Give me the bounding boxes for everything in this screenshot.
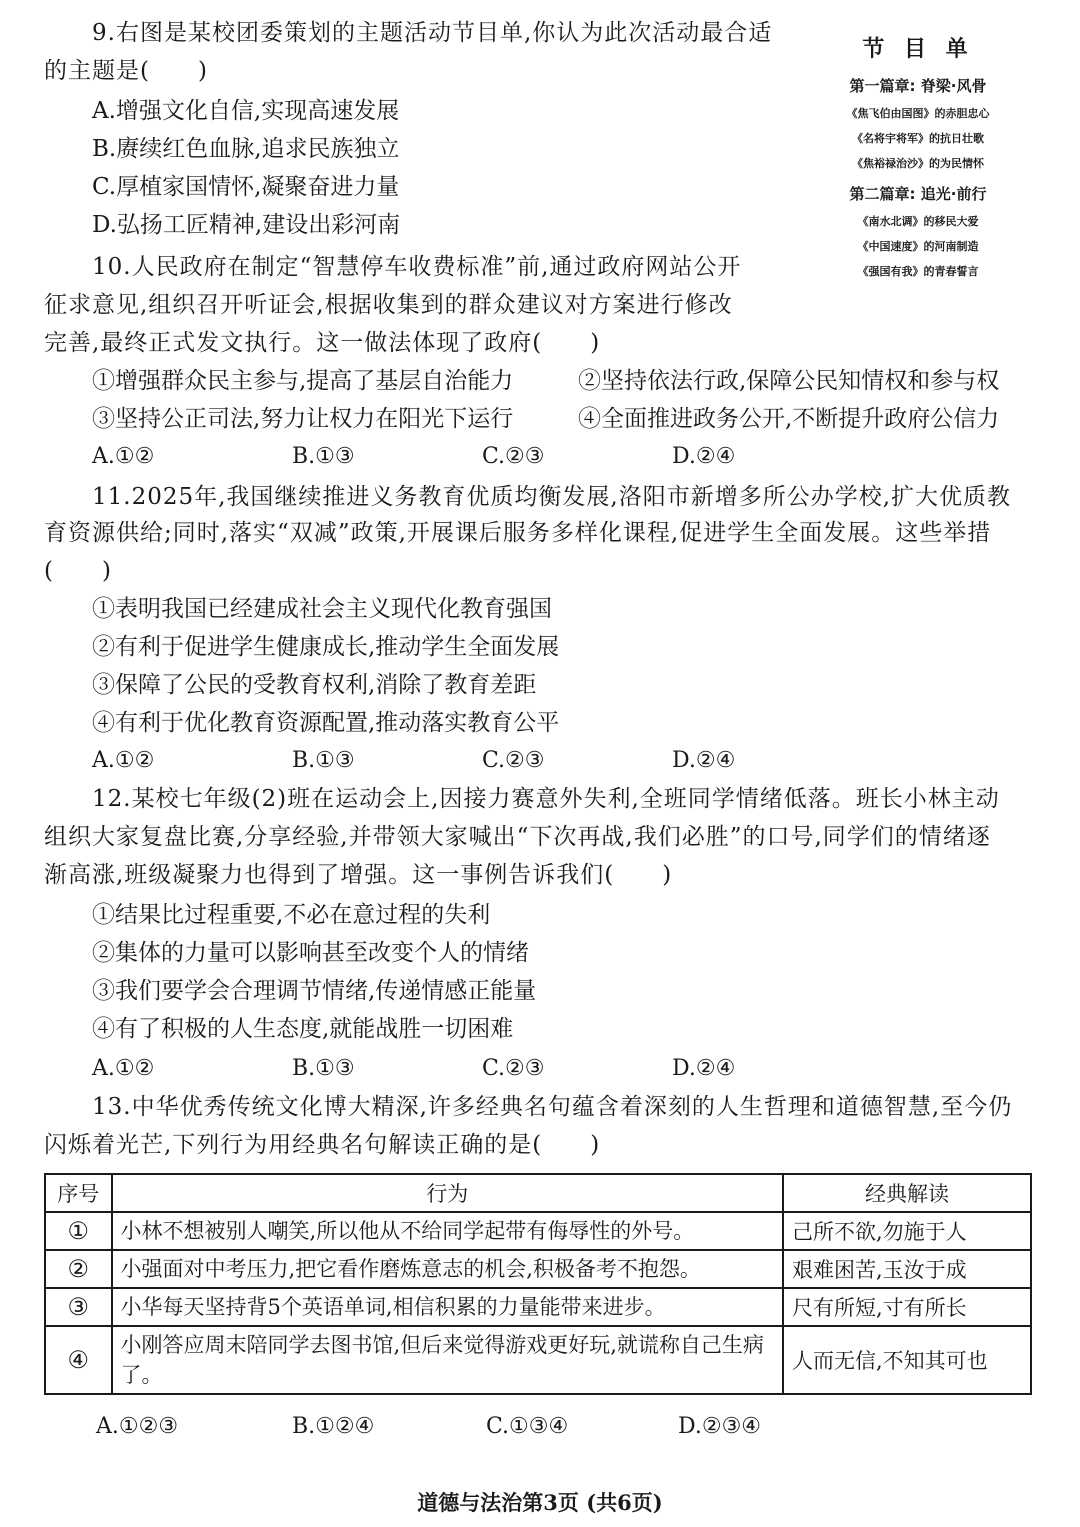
table-row bbox=[45, 1212, 1031, 1250]
q10-stem-line2: 征求意见,组织召开听证会,根据收集到的群众建议对方案进行修改 bbox=[44, 292, 733, 318]
q13-option-c: C.①③④ bbox=[486, 1414, 569, 1439]
q13-option-b: B.①②④ bbox=[292, 1414, 375, 1439]
q10-option-c: C.②③ bbox=[482, 444, 545, 469]
table-header-row bbox=[45, 1174, 1031, 1212]
q12-option-a: A.①② bbox=[92, 1056, 155, 1081]
row-action: 小华每天坚持背5个英语单词,相信积累的力量能带来进步。 bbox=[112, 1288, 783, 1326]
q11-option-b: B.①③ bbox=[292, 748, 355, 773]
row-number: ③ bbox=[45, 1288, 112, 1326]
q11-option-d: D.②④ bbox=[672, 748, 736, 773]
q13-option-d: D.②③④ bbox=[678, 1414, 762, 1439]
table-row bbox=[45, 1250, 1031, 1288]
q13-table bbox=[44, 1173, 1032, 1395]
q12-stem-line3: 渐高涨,班级凝聚力也得到了增强。这一事例告诉我们( ) bbox=[44, 862, 673, 888]
q13-options bbox=[0, 1412, 1080, 1442]
page-footer: 道德与法治第3页 (共6页) bbox=[417, 1490, 663, 1515]
header-number: 序号 bbox=[45, 1174, 112, 1212]
q12-stem-line1: 12.某校七年级(2)班在运动会上,因接力赛意外失利,全班同学情绪低落。班长小林主动 bbox=[92, 786, 1000, 812]
row-number: ① bbox=[45, 1212, 112, 1250]
row-action: 小林不想被别人嘲笑,所以他从不给同学起带有侮辱性的外号。 bbox=[112, 1212, 783, 1250]
q12-statement-2: ②集体的力量可以影响甚至改变个人的情绪 bbox=[92, 940, 529, 966]
row-classic: 人而无信,不知其可也 bbox=[783, 1326, 1031, 1394]
q10-stem-line3: 完善,最终正式发文执行。这一做法体现了政府( ) bbox=[44, 330, 601, 356]
program-title: 节 目 单 bbox=[862, 37, 974, 62]
q10-statement-2: ②坚持依法行政,保障公民知情权和参与权 bbox=[578, 368, 1000, 394]
q10-statement-3: ③坚持公正司法,努力让权力在阳光下运行 bbox=[92, 406, 514, 432]
row-number: ④ bbox=[45, 1326, 112, 1394]
q9-stem-line2: 的主题是( ) bbox=[44, 58, 208, 84]
q11-stem-line3: ( ) bbox=[44, 558, 112, 584]
row-number: ② bbox=[45, 1250, 112, 1288]
row-action: 小刚答应周末陪同学去图书馆,但后来觉得游戏更好玩,就谎称自己生病了。 bbox=[112, 1326, 783, 1394]
q11-statement-1: ①表明我国已经建成社会主义现代化教育强国 bbox=[92, 596, 552, 622]
header-classic: 经典解读 bbox=[783, 1174, 1031, 1212]
q10-stem-line1: 10.人民政府在制定“智慧停车收费标准”前,通过政府网站公开 bbox=[92, 254, 742, 280]
q9-option-a: A.增强文化自信,实现高速发展 bbox=[92, 98, 400, 124]
row-classic: 己所不欲,勿施于人 bbox=[783, 1212, 1031, 1250]
q13-stem-line2: 闪烁着光芒,下列行为用经典名句解读正确的是( ) bbox=[44, 1132, 601, 1158]
q13-option-a: A.①②③ bbox=[96, 1414, 179, 1439]
table-row bbox=[45, 1326, 1031, 1394]
q9-option-b: B.赓续红色血脉,追求民族独立 bbox=[92, 136, 400, 162]
q11-stem-line1: 11.2025年,我国继续推进义务教育优质均衡发展,洛阳市新增多所公办学校,扩大优质教 bbox=[92, 484, 1012, 510]
program-item: 《焦飞伯由国图》的赤胆忠心 bbox=[846, 107, 990, 120]
table-row bbox=[45, 1288, 1031, 1326]
q10-option-a: A.①② bbox=[92, 444, 155, 469]
q12-statement-3: ③我们要学会合理调节情绪,传递情感正能量 bbox=[92, 978, 537, 1004]
q12-statement-4: ④有了积极的人生态度,就能战胜一切困难 bbox=[92, 1016, 514, 1042]
program-chapter-2: 第二篇章: 追光·前行 bbox=[849, 185, 987, 203]
q9-stem-line1: 9.右图是某校团委策划的主题活动节目单,你认为此次活动最合适 bbox=[92, 20, 773, 46]
q11-stem-line2: 育资源供给;同时,落实“双减”政策,开展课后服务多样化课程,促进学生全面发展。这些举措 bbox=[44, 520, 992, 546]
q10-options bbox=[0, 442, 1080, 472]
q11-option-a: A.①② bbox=[92, 748, 155, 773]
q10-statement-4: ④全面推进政务公开,不断提升政府公信力 bbox=[578, 406, 1000, 432]
q12-options bbox=[0, 1054, 1080, 1084]
program-item: 《南水北调》的移民大爱 bbox=[857, 215, 979, 228]
q12-option-b: B.①③ bbox=[292, 1056, 355, 1081]
q11-option-c: C.②③ bbox=[482, 748, 545, 773]
program-item: 《强国有我》的青春誓言 bbox=[857, 265, 979, 278]
header-action: 行为 bbox=[112, 1174, 783, 1212]
q12-stem-line2: 组织大家复盘比赛,分享经验,并带领大家喊出“下次再战,我们必胜”的口号,同学们的情绪逐 bbox=[44, 824, 991, 850]
q12-option-d: D.②④ bbox=[672, 1056, 736, 1081]
q9-option-d: D.弘扬工匠精神,建设出彩河南 bbox=[92, 212, 401, 238]
program-chapter-1: 第一篇章: 脊梁·风骨 bbox=[849, 77, 987, 95]
row-action: 小强面对中考压力,把它看作磨炼意志的机会,积极备考不抱怨。 bbox=[112, 1250, 783, 1288]
program-item: 《中国速度》的河南制造 bbox=[857, 240, 979, 253]
q10-option-b: B.①③ bbox=[292, 444, 355, 469]
q11-statement-2: ②有利于促进学生健康成长,推动学生全面发展 bbox=[92, 634, 560, 660]
q10-option-d: D.②④ bbox=[672, 444, 736, 469]
row-classic: 艰难困苦,玉汝于成 bbox=[783, 1250, 1031, 1288]
program-item: 《焦裕禄治沙》的为民情怀 bbox=[852, 157, 984, 170]
q11-statement-3: ③保障了公民的受教育权利,消除了教育差距 bbox=[92, 672, 537, 698]
program-item: 《名将宇将军》的抗日壮歌 bbox=[852, 132, 984, 145]
q11-options bbox=[0, 746, 1080, 776]
q9-option-c: C.厚植家国情怀,凝聚奋进力量 bbox=[92, 174, 400, 200]
q11-statement-4: ④有利于优化教育资源配置,推动落实教育公平 bbox=[92, 710, 560, 736]
q12-statement-1: ①结果比过程重要,不必在意过程的失利 bbox=[92, 902, 491, 928]
q13-stem-line1: 13.中华优秀传统文化博大精深,许多经典名句蕴含着深刻的人生哲理和道德智慧,至今仍 bbox=[92, 1094, 1013, 1120]
program-list bbox=[818, 24, 1018, 304]
q10-statement-1: ①增强群众民主参与,提高了基层自治能力 bbox=[92, 368, 514, 394]
q12-option-c: C.②③ bbox=[482, 1056, 545, 1081]
row-classic: 尺有所短,寸有所长 bbox=[783, 1288, 1031, 1326]
